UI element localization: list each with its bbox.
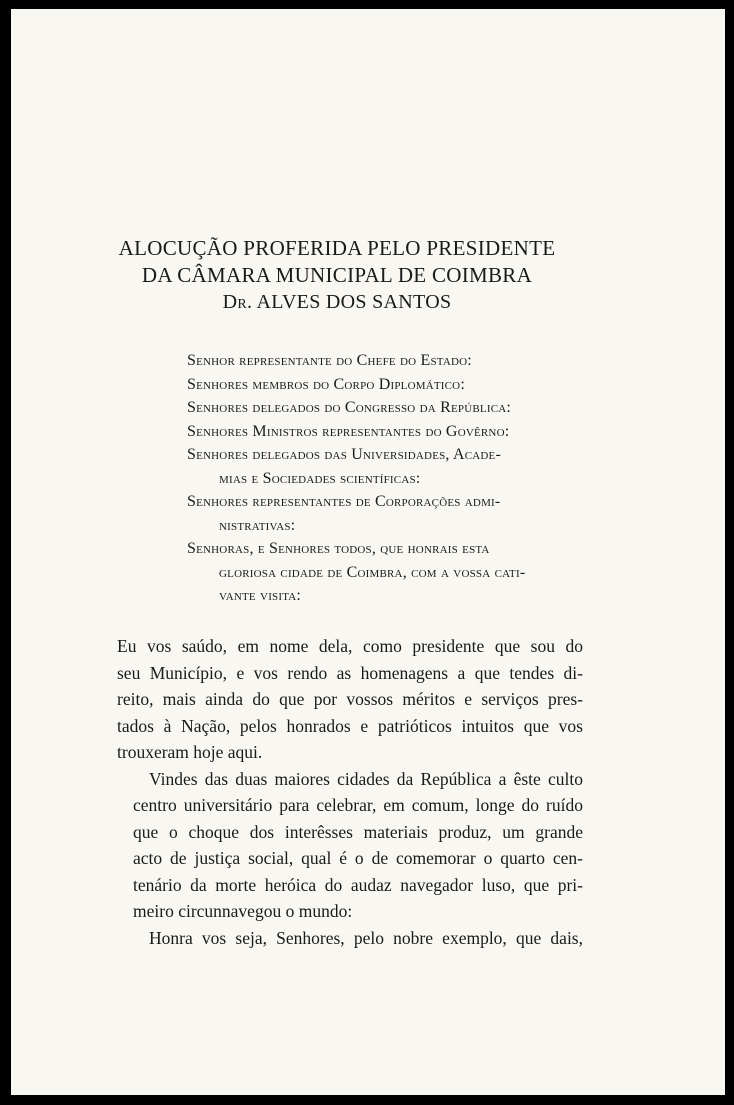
salutation-item: Senhores Ministros representantes do Govêrno: [187, 422, 510, 440]
speech-body [117, 633, 583, 951]
salutation-item: Senhores delegados do Congresso da República: [187, 399, 512, 416]
salutation-item: Senhores delegados das Universidades, Acade- mias e Sociedades scientíficas: [187, 446, 501, 487]
salutation-item: Senhor representante do Chefe do Estado: [187, 352, 472, 369]
paragraph: Vindes das duas maiores cidades da República a êste culto centro universitário para celebrar, em comum, longe do ruído que o choque dos interêsses materiais produz, um grande acto de justiça social, qual é o de comemorar o quarto cen- tenário da morte heróica do audaz navegador luso, que pri- meiro circunnavegou o mundo: [133, 768, 583, 921]
document-page [11, 9, 725, 1095]
title-line-2: DA CÂMARA MUNICIPAL DE COIMBRA [141, 263, 533, 287]
speech-title [117, 235, 557, 316]
salutation-item: Senhores membros do Corpo Diplomático: [187, 375, 465, 393]
paragraph: Honra vos seja, Senhores, pelo nobre exemplo, que dais, [149, 927, 583, 948]
paragraph: Eu vos saúdo, em nome dela, como presidente que sou do seu Município, e vos rendo as homenagens a que tendes di- reito, mais ainda do que por vossos méritos e serviços pres- tados à Nação, pelos honrados e patrióticos intuitos que vos trouxeram hoje aqui. [117, 636, 583, 762]
salutation-item: Senhoras, e Senhores todos, que honrais esta gloriosa cidade de Coimbra, com a vossa cati- vante visita: [187, 540, 526, 604]
title-author: ALVES DOS SANTOS [256, 291, 452, 313]
title-line-3 [117, 289, 557, 316]
title-line-1: ALOCUÇÃO PROFERIDA PELO PRESIDENTE [118, 236, 556, 260]
salutation-list [187, 349, 587, 608]
title-prefix: Dr. [222, 291, 253, 313]
salutation-item: Senhores representantes de Corporações admi- nistrativas: [187, 493, 501, 534]
